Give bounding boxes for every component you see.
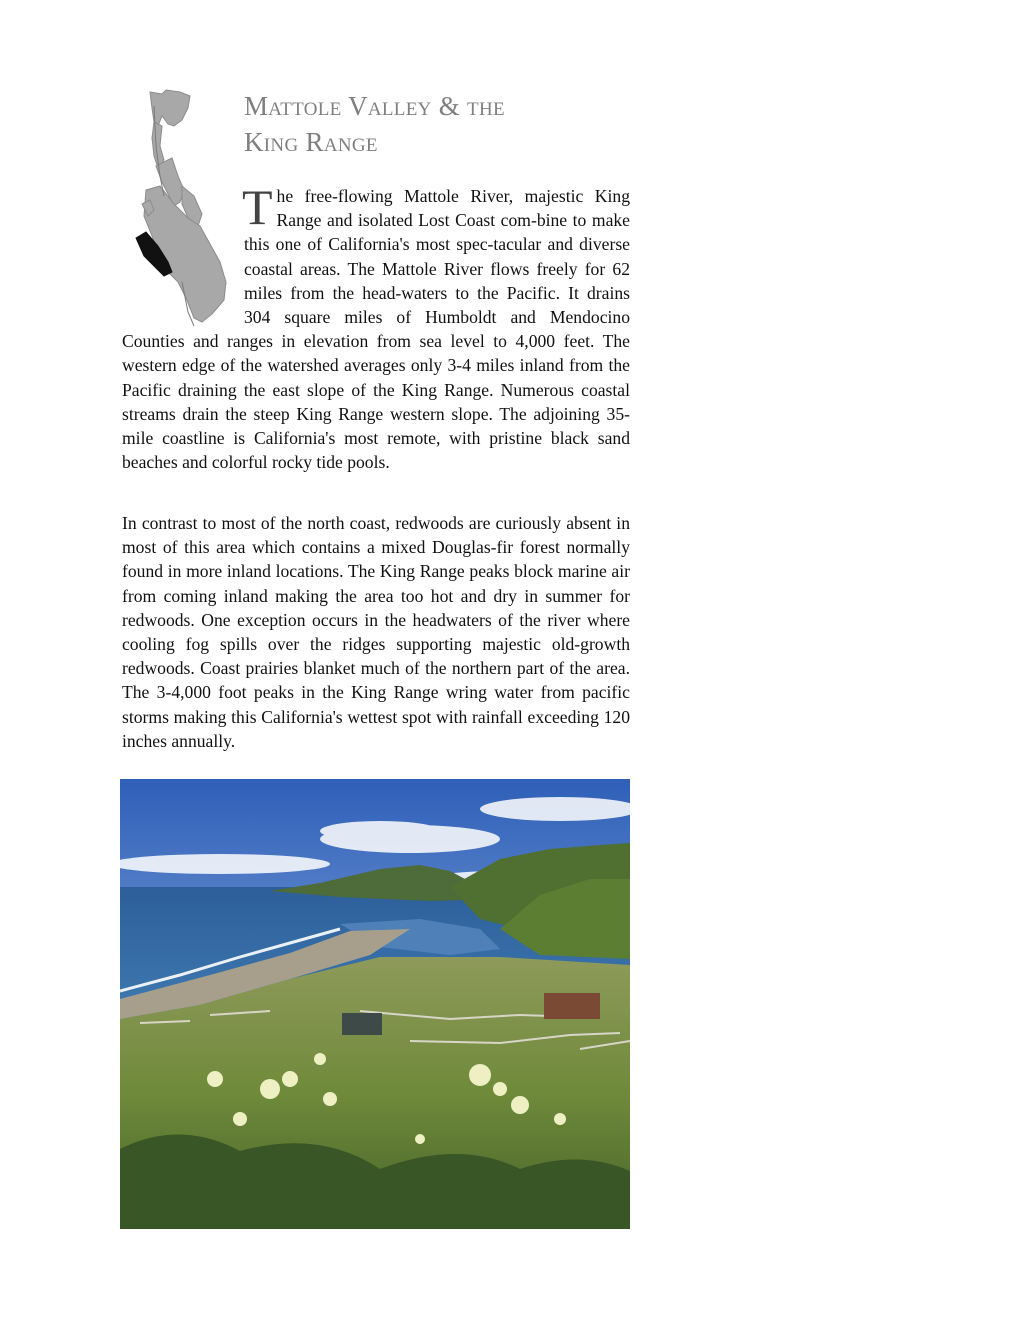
second-paragraph: In contrast to most of the north coast, redwoods are curiously absent in most of this area which contains a mixed Douglas-fir forest normally found in more inland locations. The King Range peaks block marine air from coming inland making the area too hot and dry in summer for redwoods. One exception occurs in the headwaters of the river where cooling fog spills over the ridges supporting majestic old-growth redwoods. Coast prairies blanket much of the northern part of the area. The 3-4,000 foot peaks in the King Range wring water from pacific storms making this California's wettest spot with rainfall exceeding 120 inches annually. xyxy=(122,513,630,751)
map-wrap-spacer xyxy=(122,184,244,329)
intro-paragraph xyxy=(122,179,630,474)
page-title xyxy=(244,88,505,160)
drop-cap: T xyxy=(242,179,273,235)
title-line-2: King Range xyxy=(244,127,378,157)
title-line-1: Mattole Valley & the xyxy=(244,91,505,121)
intro-paragraph-text: he free-flowing Mattole River, majestic King Range and isolated Lost Coast com-bine to make this one of California's most spec-tacular and diverse coastal areas. The Mattole River flows freely for 62 miles from the head-waters to the Pacific. It drains 304 square miles of Humboldt and Mendocino Counties and ranges in elevation from sea level to 4,000 feet. The western edge of the watershed averages only 3-4 miles inland from the Pacific draining the east slope of the King Range. Numerous coastal streams drain the steep King Range western slope. The adjoining 35-mile coastline is California's most remote, with pristine black sand beaches and colorful rocky tide pools. xyxy=(122,186,630,473)
landscape-photo xyxy=(120,779,630,1229)
